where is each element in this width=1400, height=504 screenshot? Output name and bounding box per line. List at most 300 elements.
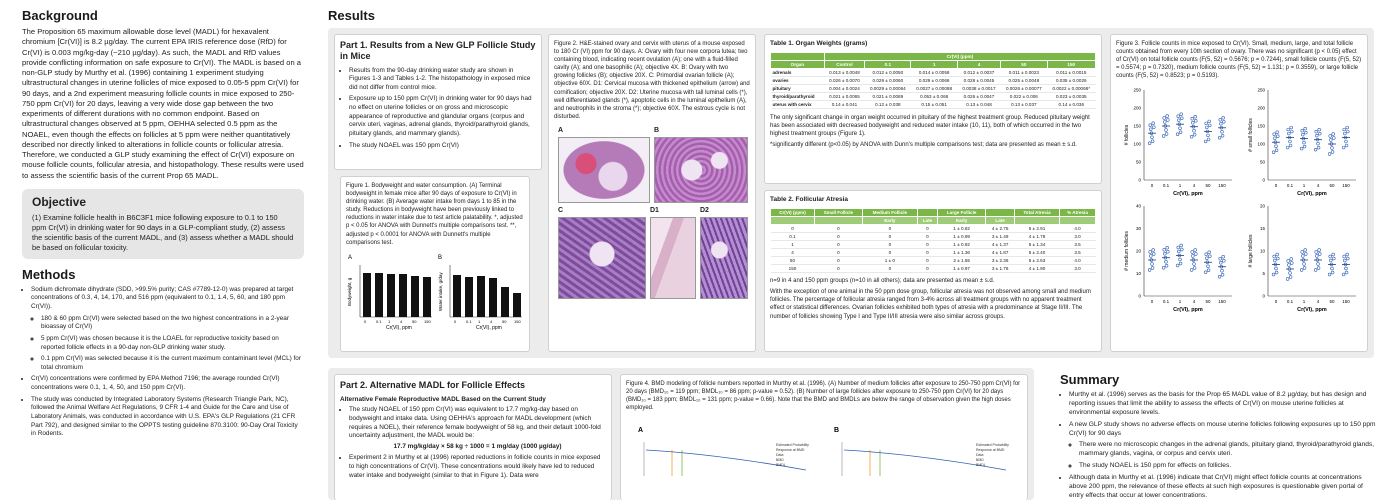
table1 — [770, 52, 1096, 109]
figure3-xtick: 150 — [1218, 299, 1226, 305]
figure1-tick-label: 50 — [412, 318, 417, 324]
table-cell: 0.021 ± 0.0065 — [824, 93, 864, 101]
figure3-xtick: 4 — [1316, 183, 1320, 189]
figure2-label-d1: D1 — [650, 206, 659, 214]
table1-header-cell: 50 — [1001, 61, 1047, 69]
figure1-bar — [489, 278, 497, 317]
table-cell: 0 — [917, 241, 937, 249]
figure3-point — [1193, 134, 1196, 137]
figure3-point — [1207, 265, 1210, 268]
table-row — [771, 233, 1096, 241]
table2-header-cell: Small Follicle — [814, 209, 862, 217]
figure3-point — [1204, 271, 1207, 274]
figure3-ylabel: # small follicles — [1248, 118, 1254, 153]
figure3-point — [1149, 128, 1152, 131]
table-cell: 1 ± 0.97 — [938, 265, 986, 273]
figure3-point — [1332, 133, 1335, 136]
figure1-caption: Figure 1. Bodyweight and water consumption. (A) Terminal bodyweight in female mice after 90 days of exposure to Cr(VI) in drinking water. (B) Average water intake from days 1 to 85 in the study. Reductions in bodyweight have been previously linked to reductions in water intake due to test article palatability. *, adjusted p < 0.05 for ANOVA with Dunnett's multiple comparisons test. **, adjusted p < 0.0001 for ANOVA with Dunnett's multiple comparisons test. — [346, 183, 523, 246]
figure3-point — [1290, 127, 1293, 130]
table-row — [771, 77, 1096, 85]
figure3-point — [1204, 140, 1207, 143]
figure3-point — [1275, 272, 1278, 275]
figure3-xlabel: Cr(VI), ppm — [1297, 307, 1327, 314]
table-cell: 0.011 ± 0.0015 — [1047, 69, 1096, 77]
figure3-point — [1303, 263, 1306, 266]
figure4-b-legend-item: BMD — [976, 458, 984, 463]
table-cell: 0.013 ± 0.0048 — [824, 69, 864, 77]
figure3-point — [1290, 262, 1293, 265]
table-cell: 0 — [814, 225, 862, 233]
figure3-point — [1176, 133, 1179, 136]
figure3-ytick: 15 — [1259, 226, 1265, 232]
table-cell: 4.0 — [1060, 225, 1096, 233]
figure4-a-legend-item: Response at BMD — [776, 448, 805, 453]
figure3-point — [1300, 269, 1303, 272]
figure3-xlabel: Cr(VI), ppm — [1173, 307, 1203, 314]
figure3-point — [1329, 135, 1332, 138]
figure3-point — [1317, 267, 1320, 270]
figure3-point — [1273, 256, 1276, 259]
figure1-tick-label: 50 — [502, 318, 507, 324]
figure4-label-b: B — [834, 427, 840, 435]
figure3-point — [1180, 249, 1183, 252]
figure3-point — [1304, 253, 1307, 256]
methods-item: • The study was conducted by Integrated Laboratory Systems (Research Triangle Park, NC), followed the Animal Welfare Act Regulations, 9 CFR 1-4 and Guide for the Care and Use of Laboratory Animals, was conducted in accordance with U.S. EPA's GLP Regulations (21 CFR Part 792), and designed similar to the OPPTS testing guideline 870.3100: 90-Day Oral Toxicity in Rodents. — [31, 396, 304, 439]
figure3-xtick: 50 — [1329, 299, 1335, 305]
part1-item: • Exposure up to 150 ppm Cr(VI) in drinking water for 90 days had no effect on uterine follicles or on gross and microscopic appearance of reproductive and glandular organs (corpus and cervix uteri, vaginas, adrenal glands, thyroid/parathyroid glands, pituitary glands, and mammary glands). — [349, 95, 536, 138]
table2-subheader-cell — [771, 217, 815, 225]
table-cell: 4 ± 1.87 — [986, 249, 1015, 257]
figure3-point — [1331, 272, 1334, 275]
figure1-bar — [399, 274, 407, 317]
summary-subitem: ◦ There were no microscopic changes in the adrenal glands, pituitary gland, thyroid/parathyroid glands, mammary glands, vagina, or corpus and cervix uteri. — [1079, 441, 1376, 459]
table-cell: 5 ± 1.34 — [1014, 241, 1059, 249]
table2-header-cell — [917, 209, 937, 217]
figure3-point — [1342, 274, 1345, 277]
table-cell: 0.011 ± 0.0023 — [1001, 69, 1047, 77]
figure3-point — [1346, 254, 1349, 257]
figure3-ytick: 40 — [1135, 203, 1141, 209]
figure3-point — [1318, 133, 1321, 136]
table-cell: 0.025 ± 0.0048 — [1001, 77, 1047, 85]
figure1-panel-b — [450, 265, 522, 324]
figure3-point — [1152, 253, 1155, 256]
part2-item: • The study NOAEL of 150 ppm Cr(VI) was equivalent to 17.7 mg/kg-day based on bodyweight and intake data. Using OEHHA's approach for MADL development (which requires a NOEL), their reference female bodyweight of 58 kg, and their default 1000-fold uncertainty adjustment, the MADL would be: 17.7 mg/kg/day × 58 kg ÷ 1000 = 1 mg/day (1000 µg/day) — [349, 406, 606, 451]
figure3-point — [1207, 269, 1210, 272]
figure4-a-legend-item: Estimated Probability — [776, 443, 809, 448]
figure3-point — [1342, 147, 1345, 150]
figure3-point — [1165, 261, 1168, 264]
figure3-charts — [1116, 84, 1364, 316]
figure3-point — [1151, 136, 1154, 139]
table-cell: 0.022 ± 0.006 — [1001, 93, 1047, 101]
figure3-xlabel: Cr(VI), ppm — [1173, 191, 1203, 198]
figure3-point — [1303, 267, 1306, 270]
figure3-xlabel: Cr(VI), ppm — [1297, 191, 1327, 198]
figure4-caption: Figure 4. BMD modeling of follicle numbers reported in Murthy et al. (1996). (A) Number of medium follicles after exposure to 250-750 ppm Cr(VI) for 20 days (BMD₁₀ = 119 ppm; BMDL₁₀ = 86 ppm; p-value = 0.52). (B) Number of large follicles after exposure to 250-750 ppm Cr(VI) for 20 days (BMD₁₀ = 183 ppm; BMDL₁₀ = 131 ppm; p-value = 0.66). Note that the BMD and BMDLs are below the range of observation given the high doses employed. — [626, 381, 1021, 412]
figure3-point — [1287, 133, 1290, 136]
figure3-point — [1286, 278, 1289, 281]
figure3-ytick: 50 — [1135, 159, 1141, 165]
figure3-point — [1332, 258, 1335, 261]
methods-subitem: ◦ 180 & 60 ppm Cr(VI) were selected based on the two highest concentrations in a 2-year bioassay of Cr(VI) — [41, 315, 304, 332]
figure1-a-xlabel: Cr(VI), ppm — [386, 324, 412, 331]
figure3-point — [1151, 263, 1154, 266]
figure3-point — [1343, 260, 1346, 263]
figure3-point — [1152, 126, 1155, 129]
figure1-tick-label: 150 — [424, 318, 431, 324]
figure3-point — [1331, 151, 1334, 154]
figure1-a-ylabel: Bodyweight, g — [347, 277, 352, 306]
table-cell: 0.014 ± 0.0058 — [911, 69, 957, 77]
figure3-point — [1318, 129, 1321, 132]
table-cell: 0.0027 ± 0.00088 — [911, 85, 957, 93]
figure1-tick-label: 150 — [514, 318, 521, 324]
figure3-point — [1221, 270, 1224, 273]
figure3-point — [1301, 134, 1304, 137]
table-cell: 0 — [862, 241, 917, 249]
figure3-point — [1276, 258, 1279, 261]
table-row — [771, 225, 1096, 233]
figure3-point — [1180, 245, 1183, 248]
figure1-tick-label: 4 — [490, 318, 493, 324]
figure3-point — [1193, 267, 1196, 270]
figure2-caption: Figure 2. H&E-stained ovary and cervix with uterus of a mouse exposed to 180 Cr (VI) ppm for 90 days. A: Ovary with four new corpora lutea; two containing blood, indicating recent ovulation (A); one with a fluid-filled cavity (A); and one basophilic (A); objective 4X. B: Ovary with two growing follicles (B); objective 20X. C: Primordial ovarian follicle (A); objective 60X. D1: Cervical mucosa with thickened epithelium (arrow) and cornification; objective 20X. D2: Uterine mucosa with tall luminal cells (*), well differentiated glands (*), apoptotic cells in the luminal epithelium (A), and neutrophils in the stroma (*); objective 60X. The estrous cycle is not disturbed. — [554, 41, 750, 120]
figure1-bar — [375, 273, 383, 317]
figure4-label-a: A — [638, 427, 644, 435]
figure3-point — [1272, 151, 1275, 154]
figure3-xtick: 1 — [1178, 183, 1182, 189]
table-row — [771, 93, 1096, 101]
figure2-label-b: B — [654, 126, 660, 134]
table2-subheader-cell — [1060, 217, 1096, 225]
figure3-ylabel: # large follicles — [1248, 234, 1254, 269]
figure3-point — [1165, 129, 1168, 132]
figure3-point — [1331, 147, 1334, 150]
table-cell: ovaries — [771, 77, 825, 85]
table1-card — [764, 34, 1102, 184]
figure3-point — [1163, 249, 1166, 252]
figure3-point — [1303, 142, 1306, 145]
table1-header-cell: Organ — [771, 61, 825, 69]
table-cell: 0 — [814, 249, 862, 257]
part1-list — [340, 67, 536, 151]
figure3-xtick: 50 — [1329, 183, 1335, 189]
table-cell: 5 ± 2.91 — [1014, 225, 1059, 233]
figure3-xtick: 150 — [1342, 299, 1350, 305]
figure3-point — [1193, 263, 1196, 266]
figure3-point — [1194, 116, 1197, 119]
table2-header-cell: Total Atresia — [1014, 209, 1059, 217]
figure3-point — [1149, 251, 1152, 254]
figure3-xtick: 0.1 — [1286, 299, 1294, 305]
table-cell: 0.13 ± 0.048 — [957, 101, 1000, 109]
table-cell: 0 — [862, 233, 917, 241]
figure3-point — [1219, 123, 1222, 126]
figure3-xtick: 50 — [1205, 183, 1211, 189]
figure3-point — [1179, 131, 1182, 134]
figure3-point — [1300, 148, 1303, 151]
table-cell: 0 — [917, 233, 937, 241]
figure3-point — [1343, 256, 1346, 259]
table-cell: 50 — [771, 257, 815, 265]
figure1-tick-label: 1 — [478, 318, 481, 324]
figure3-point — [1318, 249, 1321, 252]
table2-subheader-cell — [814, 217, 862, 225]
table-cell: 4 ± 1.78 — [1014, 233, 1059, 241]
figure3-point — [1332, 254, 1335, 257]
figure3-xtick: 1 — [1178, 299, 1182, 305]
figure3-plot — [1248, 88, 1356, 198]
figure3-point — [1315, 255, 1318, 258]
table-cell: 2 ± 1.55 — [938, 257, 986, 265]
figure3-point — [1148, 269, 1151, 272]
figure3-point — [1177, 115, 1180, 118]
figure3-point — [1151, 140, 1154, 143]
table-cell: 4 ± 2.75 — [986, 225, 1015, 233]
table-cell: 0 — [814, 241, 862, 249]
figure3-point — [1151, 267, 1154, 270]
figure3-point — [1166, 251, 1169, 254]
figure1-card — [340, 176, 530, 352]
figure1-tick-label: 0 — [454, 318, 457, 324]
figure3-point — [1290, 131, 1293, 134]
figure4-a-legend-item: BMD — [776, 458, 784, 463]
figure3-point — [1329, 139, 1332, 142]
micrograph-c-image — [558, 217, 646, 299]
part1-item: • The study NOAEL was 150 ppm Cr(VI) — [349, 142, 536, 151]
figure3-ytick: 150 — [1257, 123, 1265, 129]
figure3-ytick: 250 — [1133, 87, 1141, 93]
objective-text: (1) Examine follicle health in B6C3F1 mice following exposure to 0.1 to 150 ppm Cr(VI) in drinking water for 90 days in a GLP-compliant study, (2) assess the scientific basis of the current MADL, and (3) assess whether a MADL should be based on follicular toxicity. — [32, 212, 294, 252]
figure3-ytick: 5 — [1262, 271, 1265, 277]
table2-header-cell — [986, 209, 1015, 217]
figure3-point — [1314, 269, 1317, 272]
figure3-point — [1207, 134, 1210, 137]
table2-subheader-cell — [1014, 217, 1059, 225]
figure3-point — [1289, 272, 1292, 275]
figure3-ytick: 150 — [1133, 123, 1141, 129]
figure3-point — [1289, 276, 1292, 279]
figure1-chart — [346, 251, 526, 331]
table1-header-cell: 4 — [957, 61, 1000, 69]
figure2-label-d2: D2 — [700, 206, 709, 214]
table-cell: 0 — [814, 257, 862, 265]
figure3-xtick: 50 — [1205, 299, 1211, 305]
figure1-panel-a — [360, 265, 432, 324]
figure3-plot — [1124, 88, 1232, 198]
table2-note: With the exception of one animal in the 50 ppm dose group, follicular atresia was not observed among small and medium follicles. The percentage of follicular atresia ranged from 3-4% across all treatment groups with no apparent treatment effect or statistical differences. Ovarian follicles exhibited both types of atresia with a predominance at Stage II/III. The number of follicles showing Type I and Type II/III atresia were also similar across groups. — [770, 289, 1091, 320]
table-cell: 0.028 ± 0.0045 — [957, 77, 1000, 85]
table-cell: 1 ± 0.82 — [938, 225, 986, 233]
figure3-xtick: 0.1 — [1162, 183, 1170, 189]
table2 — [770, 208, 1096, 273]
part2-item: • Experiment 2 in Murthy et al (1996) reported reductions in follicle counts in mice exposed to high concentrations of Cr(VI). These concentrations would likely have led to reduced water intake and bodyweight (similar to that in Figure 1). Data were — [349, 454, 606, 480]
figure3-point — [1276, 131, 1279, 134]
figure3-point — [1317, 263, 1320, 266]
figure3-point — [1289, 141, 1292, 144]
figure3-xtick: 4 — [1192, 299, 1196, 305]
table-cell: 0.029 ± 0.0060 — [865, 77, 911, 85]
table-cell: 3.5 — [1060, 241, 1096, 249]
figure3-point — [1148, 142, 1151, 145]
table1-note: The only significant change in organ weight occurred in pituitary of the highest treatment group. Reduced pituitary weight has been associated with decreased bodyweight and reduced water intake (10, 11), both of which occurred in the two highest treatment groups (Figure 1). — [770, 115, 1090, 138]
figure1-panel-b-label: B — [438, 254, 443, 261]
table-cell: 0.15 ± 0.051 — [911, 101, 957, 109]
table-cell: 3.5 — [1060, 249, 1096, 257]
figure3-point — [1301, 255, 1304, 258]
figure4-b-legend-item: BMDL — [976, 463, 986, 468]
figure3-point — [1208, 255, 1211, 258]
micrograph-d2-image — [700, 217, 748, 299]
figure1-b-ylabel: Water intake, g/day — [438, 272, 443, 311]
micrograph-b-image — [654, 137, 748, 203]
figure3-point — [1343, 133, 1346, 136]
table2-subheader-cell: Late — [986, 217, 1015, 225]
part2-text-card — [334, 374, 612, 500]
background-text: The Proposition 65 maximum allowable dose level (MADL) for hexavalent chromium [Cr(VI)] is 8.2 µg/day. The current EPA IRIS reference dose (RfD) for Cr(VI) is 0.003 mg/kg-day (~210 µg/day). As such, the MADL and RfD values provide conflicting information on safe exposure to Cr(VI). The MADL is based on a non-GLP study by Murthy et al. (1996) containing 1 experiment studying ultrastructural changes in uterine follicles of mice exposed to 0.05-5 ppm Cr(VI) for 90 days, and a 2nd experiment measuring follicle counts in mice exposed to 250-750 ppm Cr(VI) for 20 days, leaving a very wide dose gap between the two experiments of different durations with no common endpoint. Based on ultrastructural changes observed at 5 ppm, OEHHA selected 0.5 ppm as the NOAEL, even though the effects on follicles at 5 ppm were neither quantitatively described nor directly linked to alterations in follicle counts or follicular atresia. Therefore, we conducted a GLP study examining the effect of Cr(VI) exposure on mouse follicle counts, follicular atresia, and histopathology. These results were used to assess the scientific basis of the current Prop 65 MADL. — [22, 27, 304, 180]
methods-list — [22, 286, 304, 439]
table-row — [771, 85, 1096, 93]
table-cell: adrenals — [771, 69, 825, 77]
table-cell: 4 ± 1.37 — [986, 241, 1015, 249]
figure1-tick-label: 0.1 — [376, 318, 382, 324]
table2-subheader-cell: Late — [917, 217, 937, 225]
table2-title: Table 2. Follicular Atresia — [770, 196, 849, 203]
table-cell: 0 — [814, 233, 862, 241]
figure3-point — [1179, 263, 1182, 266]
figure3-point — [1193, 130, 1196, 133]
table-cell: 0 — [771, 225, 815, 233]
figure3-point — [1275, 268, 1278, 271]
methods-heading: Methods — [22, 266, 76, 282]
figure3-point — [1205, 253, 1208, 256]
table-cell: 0 — [917, 257, 937, 265]
figure3-plot — [1124, 204, 1232, 314]
table-cell: 150 — [771, 265, 815, 273]
figure3-ytick: 50 — [1259, 159, 1265, 165]
figure3-point — [1205, 126, 1208, 129]
figure1-bar — [513, 293, 521, 317]
figure3-point — [1275, 149, 1278, 152]
figure3-ylabel: # medium follicles — [1124, 231, 1130, 272]
figure3-point — [1219, 119, 1222, 122]
figure3-point — [1272, 274, 1275, 277]
figure3-point — [1331, 268, 1334, 271]
figure3-xtick: 150 — [1342, 183, 1350, 189]
table-cell: 3.0 — [1060, 265, 1096, 273]
figure3-xtick: 0 — [1274, 183, 1278, 189]
table1-header-cell: 1 — [911, 61, 957, 69]
figure4-a-legend — [776, 443, 809, 467]
figure3-xtick: 0 — [1274, 299, 1278, 305]
figure3-point — [1163, 117, 1166, 120]
table-cell: 5 ± 2.40 — [1014, 249, 1059, 257]
table-cell: 3 ± 1.49 — [986, 233, 1015, 241]
table-cell: 1 ± 1.36 — [938, 249, 986, 257]
table-cell: 0.1 — [771, 233, 815, 241]
table-cell: 0.13 ± 0.037 — [1001, 101, 1047, 109]
table-row — [771, 265, 1096, 273]
table1-header-cell: 0.1 — [865, 61, 911, 69]
table-cell: 0.026 ± 0.0070 — [824, 77, 864, 85]
figure4-b-legend-item: Estimated Probability — [976, 443, 1009, 448]
table-cell: 0.026 ± 0.0047 — [957, 93, 1000, 101]
summary-list — [1060, 391, 1376, 501]
table-cell: 0 — [917, 249, 937, 257]
figure3-ytick: 10 — [1135, 271, 1141, 277]
part2-subtitle: Alternative Female Reproductive MADL Based on the Current Study — [340, 396, 546, 404]
table2-header-cell: Large Follicle — [938, 209, 986, 217]
figure1-bar — [453, 275, 461, 317]
table2-card — [764, 190, 1102, 352]
table-cell: 4 — [771, 249, 815, 257]
figure3-point — [1304, 249, 1307, 252]
figure3-point — [1179, 127, 1182, 130]
figure3-ytick: 200 — [1257, 105, 1265, 111]
table-cell: 0.14 ± 0.036 — [1047, 101, 1096, 109]
figure3-point — [1191, 122, 1194, 125]
table1-header-cell: 150 — [1047, 61, 1096, 69]
table-cell: 3 ± 1.76 — [986, 265, 1015, 273]
objective-heading: Objective — [32, 194, 87, 209]
figure4-b-legend-item: Data — [976, 453, 984, 458]
figure1-panel-a-label: A — [348, 254, 353, 261]
table-cell: 0.029 ± 0.0066 — [911, 77, 957, 85]
figure3-point — [1329, 256, 1332, 259]
figure3-point — [1191, 255, 1194, 258]
figure3-ytick: 250 — [1257, 87, 1265, 93]
figure3-point — [1315, 131, 1318, 134]
figure3-xtick: 0 — [1150, 299, 1154, 305]
objective-box — [22, 189, 304, 259]
figure3-point — [1345, 145, 1348, 148]
table-cell: 0.023 ± 0.0035 — [1047, 93, 1096, 101]
table-cell: 0.035 ± 0.0026 — [1047, 77, 1096, 85]
table2-subheader-cell: Early — [938, 217, 986, 225]
figure3-caption: Figure 3. Follicle counts in mice exposed to Cr(VI). Small, medium, large, and total follicle counts obtained from every 10th section of ovary. There was no significant (p < 0.05) effect of Cr(VI) on total follicle counts (F(5, 52) = 0.5676; p = 0.7244), small follicle counts (F(5, 52) = 0.5574; p = 0.7320), medium follicle counts (F(5, 52) = 1.131; p = 0.3559), or large follicle counts (F(5, 52) = 0.8523; p = 0.5193). — [1116, 41, 1362, 80]
figure3-point — [1345, 141, 1348, 144]
figure3-point — [1273, 137, 1276, 140]
table-cell: 4 ± 1.90 — [1014, 265, 1059, 273]
table-cell: 5 ± 2.63 — [1014, 257, 1059, 265]
part2-list — [340, 406, 606, 480]
part1-text-card — [334, 34, 542, 170]
table-row — [771, 241, 1096, 249]
table-cell: pituitary — [771, 85, 825, 93]
figure3-point — [1345, 268, 1348, 271]
figure4-b-legend-item: Response at BMD — [976, 448, 1005, 453]
figure3-xtick: 1 — [1302, 183, 1306, 189]
figure3-ylabel: # follicles — [1124, 125, 1130, 146]
figure3-point — [1191, 118, 1194, 121]
table-row — [771, 249, 1096, 257]
figure3-point — [1315, 251, 1318, 254]
figure3-xtick: 0 — [1150, 183, 1154, 189]
figure3-point — [1304, 128, 1307, 131]
figure3-point — [1314, 149, 1317, 152]
figure3-point — [1275, 145, 1278, 148]
figure3-point — [1315, 135, 1318, 138]
figure3-point — [1165, 265, 1168, 268]
figure3-point — [1343, 129, 1346, 132]
figure3-point — [1149, 124, 1152, 127]
figure3-ytick: 100 — [1133, 141, 1141, 147]
table-cell: 0.0022 ± 0.00068* — [1047, 85, 1096, 93]
figure3-point — [1162, 135, 1165, 138]
table1-header-cell: Control — [824, 61, 864, 69]
figure4-a-legend-item: BMDL — [776, 463, 786, 468]
